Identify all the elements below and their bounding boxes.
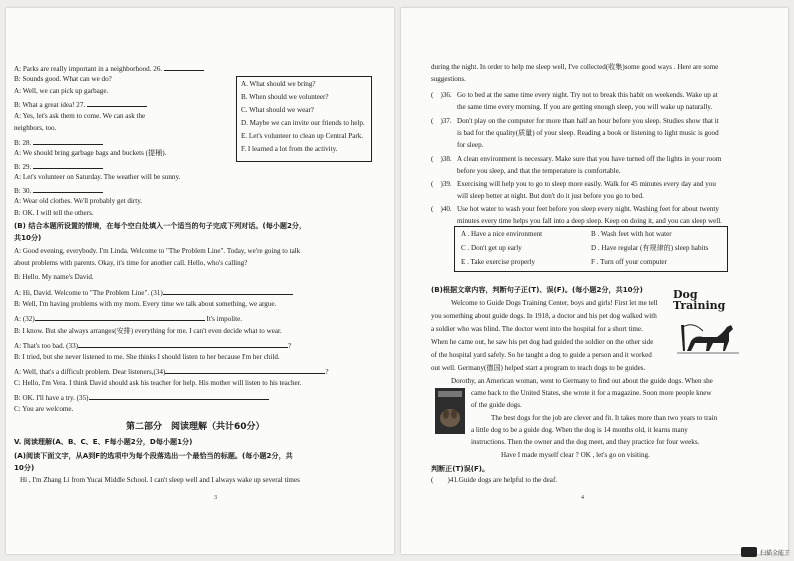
dialog-line: A: Wear old clothes. We'll probably get dirty. bbox=[14, 197, 143, 205]
option: F. I learned a lot from the activity. bbox=[241, 145, 338, 153]
passage-line: suggestions. bbox=[431, 75, 466, 83]
dialog-line: B: Hello. My name's David. bbox=[14, 273, 94, 281]
logo-text: Dog bbox=[673, 288, 698, 301]
dialog-line: B: 28. bbox=[14, 137, 103, 148]
item-line: is bad for the quality(质量) of your sleep. Reading a book or listening to light music is good bbox=[457, 129, 719, 137]
item-line: for sleep. bbox=[457, 141, 484, 149]
item-line: A clean environment is necessary. Make sure that you have turned off the lights in your room bbox=[457, 155, 722, 163]
dialog-line: B: Well, I'm having problems with my mom. Every time we talk about something, we argue. bbox=[14, 300, 277, 308]
passage-line: When he came out, he saw his pet dog had guided the soldier on the other side bbox=[431, 338, 654, 346]
instruction: 共10分) bbox=[14, 233, 42, 242]
dialog-line: B: OK. I'll have a try. (35) bbox=[14, 392, 269, 403]
item-line: the same time every morning. If you are getting enough sleep, you will wake up naturally. bbox=[457, 103, 713, 111]
option: C. What should we wear? bbox=[241, 106, 314, 114]
question-number: ( )39. bbox=[431, 180, 452, 188]
dialog-line: A: Parks are really important in a neighborhood. 26. bbox=[14, 63, 204, 74]
dialog-line: A: Good evening, everybody. I'm Linda. Welcome to "The Problem Line". Today, we're going to talk bbox=[14, 247, 301, 255]
dialog-line: neighbors, too. bbox=[14, 124, 57, 132]
dialog-line: B: OK. I will tell the others. bbox=[14, 209, 94, 217]
option: E . Take exercise properly bbox=[461, 258, 536, 266]
item-line: before you sleep, and that the temperature is comfortable. bbox=[457, 167, 621, 175]
dialog-line: C: You are welcome. bbox=[14, 405, 74, 413]
options-box bbox=[236, 76, 372, 162]
question-number: ( )37. bbox=[431, 117, 452, 125]
dialog-line: B: Sounds good. What can we do? bbox=[14, 75, 112, 83]
dialog-line: A: Well, that's a difficult problem. Dear listeners,(34) ? bbox=[14, 368, 329, 376]
dialog-line: A: (32) It's impolite. bbox=[14, 315, 243, 323]
instruction: (B)根据文章内容，判断句子正(T)、误(F)。(每小题2分，共10分) bbox=[431, 285, 643, 294]
dog-photo-icon bbox=[435, 388, 465, 434]
dialog-line: about problems with parents. Okay, it's time for another call. Hello, who's calling? bbox=[14, 259, 248, 267]
dialog-line: A: Let's volunteer on Saturday. The weather will be sunny. bbox=[14, 173, 181, 181]
option: F . Turn off your computer bbox=[591, 258, 667, 266]
dog-training-logo bbox=[673, 290, 743, 360]
dialog-line: C: Hello, I'm Vera. I think David should ask his teacher for help. His mother will listen to his teacher. bbox=[14, 379, 302, 387]
instruction: 判断正(T)误(F)。 bbox=[431, 464, 490, 473]
page-number: 3 bbox=[214, 495, 217, 501]
scanner-watermark bbox=[741, 547, 790, 557]
option: C . Don't get up early bbox=[461, 244, 522, 252]
passage-line: of the hospital yard safely. So he taught a dog to guide a person and it worked bbox=[431, 351, 652, 359]
passage-line: instructions. Then the owner and the dog meet, and they practice for four weeks. bbox=[471, 438, 700, 446]
option: D. Maybe we can invite our friends to help. bbox=[241, 119, 365, 127]
dialog-line: B: What a great idea! 27. bbox=[14, 99, 147, 110]
page-right bbox=[401, 8, 788, 554]
question-number: ( )38. bbox=[431, 155, 452, 163]
dialog-line: B: 29. bbox=[14, 161, 103, 172]
item-line: minutes every time helps you fall into a deep sleep. Keep on doing it, and you can sleep well. bbox=[457, 217, 722, 225]
dialog-line: A: Yes, let's ask them to come. We can ask the bbox=[14, 112, 146, 120]
option: A . Have a nice environment bbox=[461, 230, 543, 238]
option: B. When should we volunteer? bbox=[241, 93, 329, 101]
passage-line: The best dogs for the job are clever and fit. It takes more than two years to train bbox=[491, 414, 718, 422]
passage-line: Hi , I'm Zhang Li from Yucai Middle School. I can't sleep well and I always wake up several times bbox=[20, 476, 300, 484]
instruction: 10分) bbox=[14, 463, 35, 472]
instruction: (A)阅读下面文字，从A到F的选项中为每个段落选出一个最恰当的标题。(每小题2分，共 bbox=[14, 451, 293, 460]
passage-line: a little dog to be a guide dog. When the dog is 14 months old, it learns many bbox=[471, 426, 688, 434]
item-line: Don't play on the computer for more than half an hour before you sleep. Studies show that it bbox=[457, 117, 719, 125]
passage-line: came back to the United States, she wrote it for a magazine. Soon more people knew bbox=[471, 389, 712, 397]
section-heading: V. 阅读理解(A、B、C、E、F每小题2分，D每小题1分) bbox=[14, 437, 193, 446]
passage-line: of the guide dogs. bbox=[471, 401, 522, 409]
passage-line: Have I made myself clear ? OK , let's go on visiting. bbox=[501, 451, 650, 459]
option: E. Let's volunteer to clean up Central Park. bbox=[241, 132, 364, 140]
option: A. What should we bring? bbox=[241, 80, 316, 88]
passage-line: out well. Germany(德国) helped start a program to teach dogs to be guides. bbox=[431, 364, 646, 372]
dialog-line: A: Hi, David. Welcome to "The Problem Line". (31) bbox=[14, 287, 293, 298]
passage-line: Dorothy, an American woman, went to Germany to find out about the guide dogs. When she bbox=[451, 377, 713, 385]
item-line: Go to bed at the same time every night. Try not to break this habit on weekends. Wake up at bbox=[457, 91, 718, 99]
page-left bbox=[6, 8, 394, 554]
dialog-line: B: I know. But she always arranges(安排) everything for me. I can't even decide what to wear. bbox=[14, 327, 282, 335]
item-line: Use hot water to wash your feet before you sleep every night. Washing feet for about twenty bbox=[457, 205, 719, 213]
logo-text: Training bbox=[673, 299, 726, 312]
question-number: ( )40. bbox=[431, 205, 452, 213]
options-box bbox=[454, 226, 728, 272]
guide-dog-book-image bbox=[435, 388, 465, 434]
question-number: ( )36. bbox=[431, 91, 452, 99]
page-number: 4 bbox=[581, 495, 584, 501]
item-line: Exercising will help you to go to sleep more easily. Walk for 45 minutes every day and you bbox=[457, 180, 716, 188]
passage-line: you something about guide dogs. In 1918, a doctor and his pet dog walked with bbox=[431, 312, 657, 320]
qr-icon bbox=[741, 547, 757, 557]
option: D . Have regular (有规律的) sleep habits bbox=[591, 244, 709, 252]
dog-figure-icon bbox=[673, 311, 743, 359]
instruction: (B) 结合本题所设置的情境，在每个空白处填入一个适当的句子完成下列对话。(每小题2分， bbox=[14, 221, 307, 230]
item-line: will sleep better at night. But don't do it just before you go to bed. bbox=[457, 192, 644, 200]
passage-line: a soldier who was blind. The doctor went into the hospital for a short time. bbox=[431, 325, 643, 333]
option: B . Wash feet with hot water bbox=[591, 230, 672, 238]
dialog-line: A: That's too bad. (33) ? bbox=[14, 342, 292, 350]
passage-line: Welcome to Guide Dogs Training Center, boys and girls! First let me tell bbox=[451, 299, 658, 307]
question-line: ( )41.Guide dogs are helpful to the deaf. bbox=[431, 476, 558, 484]
dialog-line: A: We should bring garbage bags and buckets (提桶). bbox=[14, 149, 167, 157]
watermark-text: 扫描全能王 bbox=[759, 549, 790, 557]
dialog-line: B: 30. bbox=[14, 185, 103, 196]
passage-line: during the night. In order to help me sleep well, I've collected(收集)some good ways . Here are some bbox=[431, 63, 719, 71]
dialog-line: B: I tried, but she never listened to me. She thinks I should listen to her because I'm her child. bbox=[14, 353, 280, 361]
part-title: 第二部分 阅读理解（共计60分） bbox=[126, 422, 265, 432]
dialog-line: A: Well, we can pick up garbage. bbox=[14, 87, 109, 95]
